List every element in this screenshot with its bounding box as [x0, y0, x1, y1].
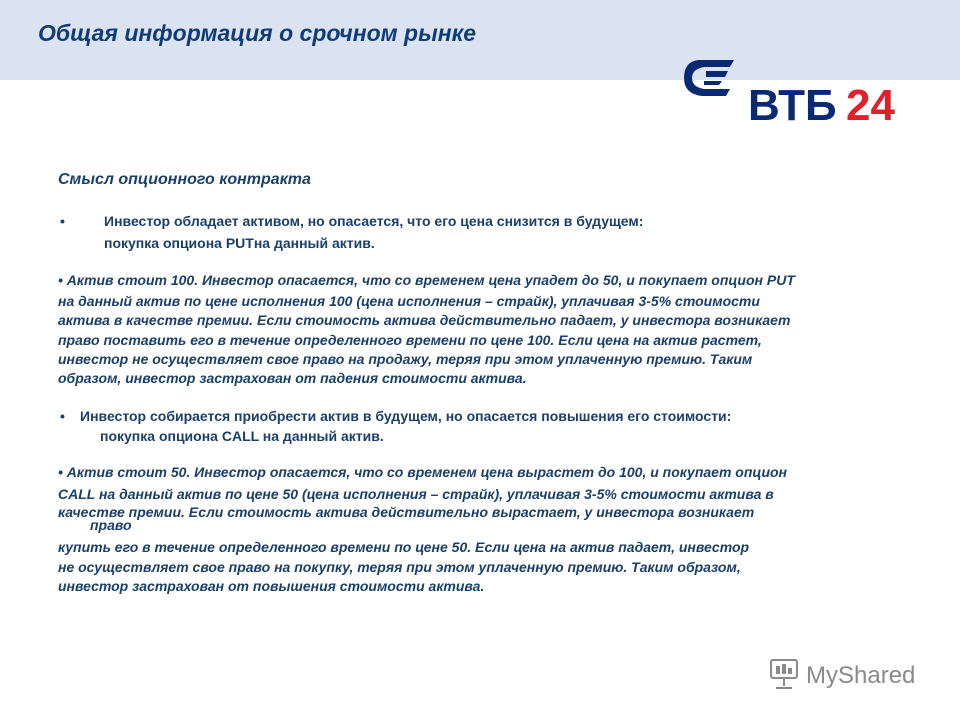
logo-24-text: 24 — [846, 81, 895, 126]
call-example-line: качестве премии. Если стоимость актива действительно вырастает, у инвестора возникает — [58, 504, 755, 520]
call-intro-strategy: покупка опциона CALL на данный актив. — [100, 428, 384, 444]
call-example-line: не осуществляет свое право на покупку, теряя при этом уплаченную премию. Таким образом, — [58, 559, 741, 575]
put-example-line: • Актив стоит 100. Инвестор опасается, что со временем цена упадет до 50, и покупает опцион PUT — [58, 272, 795, 288]
slide-title: Общая информация о срочном рынке — [38, 20, 477, 46]
call-example-line: право — [90, 517, 132, 533]
call-example-line: CALL на данный актив по цене 50 (цена исполнения – страйк), уплачивая 3-5% стоимости актива в — [58, 486, 774, 502]
put-example-line: образом, инвестор застрахован от падения стоимости актива. — [58, 370, 527, 386]
logo-vtb-text: ВТБ — [748, 81, 837, 126]
vtb24-logo — [684, 56, 914, 126]
vtb-emblem-icon — [684, 60, 734, 96]
bullet-marker: • — [60, 213, 65, 229]
call-example-line: купить его в течение определенного времени по цене 50. Если цена на актив падает, инвестор — [58, 539, 750, 555]
put-example-line: на данный актив по цене исполнения 100 (цена исполнения – страйк), уплачивая 3-5% стоимости — [58, 293, 760, 309]
presentation-board-icon — [771, 660, 797, 688]
put-example-line: право поставить его в течение определенного времени по цене 100. Если цена на актив растет, — [58, 332, 762, 348]
myshared-watermark — [768, 656, 928, 692]
call-intro-line: Инвестор собирается приобрести актив в будущем, но опасается повышения его стоимости: — [80, 408, 732, 424]
put-example-line: инвестор не осуществляет свое право на продажу, теряя при этом уплаченную премию. Таким — [58, 351, 753, 367]
watermark-text: MyShared — [806, 662, 916, 689]
section-subtitle: Смысл опционного контракта — [58, 171, 311, 188]
call-example-line: • Актив стоит 50. Инвестор опасается, что со временем цена вырастет до 100, и покупает опцион — [58, 464, 788, 480]
bullet-marker: • — [60, 408, 65, 424]
put-intro-line: Инвестор обладает активом, но опасается, что его цена снизится в будущем: — [104, 213, 644, 229]
put-intro-strategy: покупка опциона PUTна данный актив. — [104, 235, 375, 251]
call-example-line: инвестор застрахован от повышения стоимости актива. — [58, 578, 485, 594]
put-example-line: актива в качестве премии. Если стоимость актива действительно падает, у инвестора возникает — [58, 312, 791, 328]
